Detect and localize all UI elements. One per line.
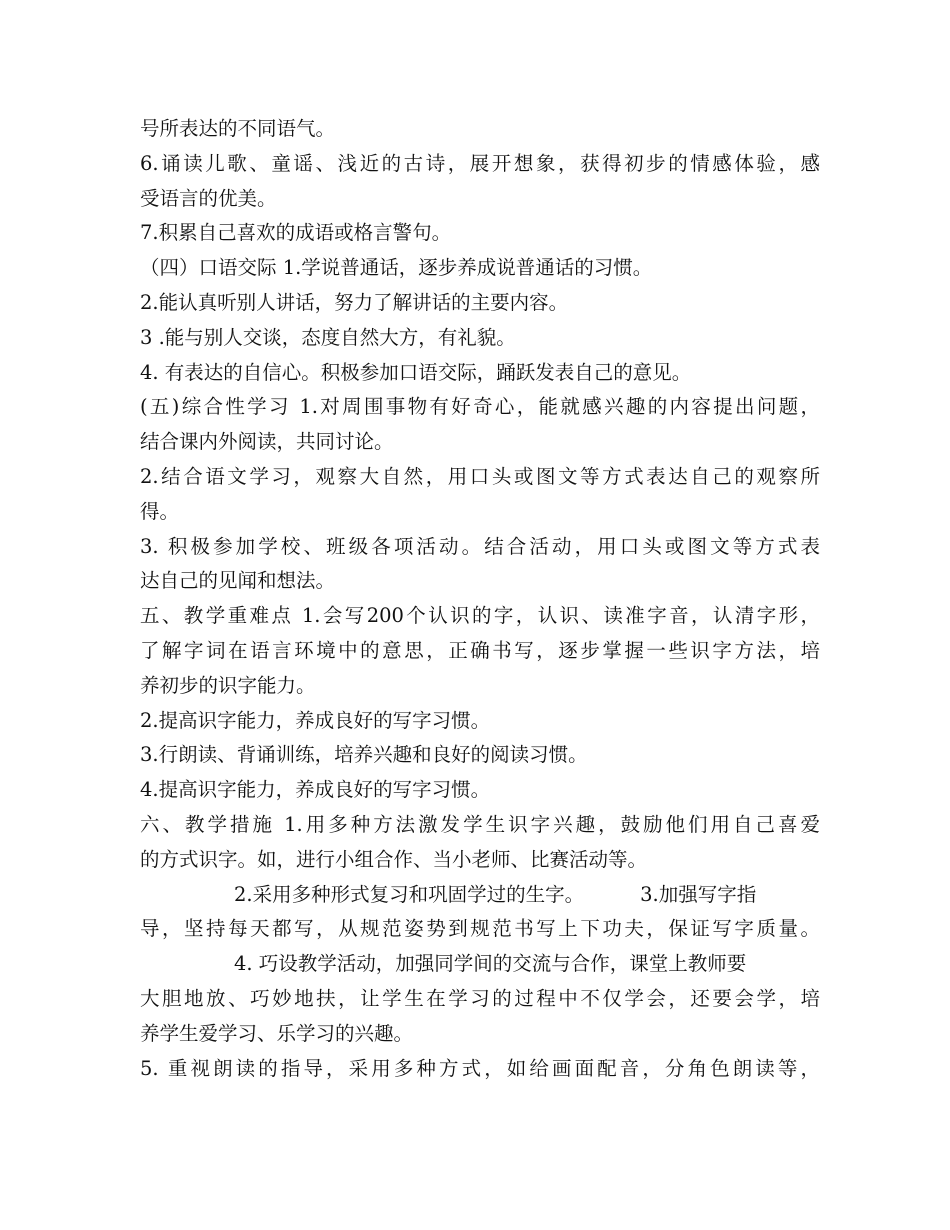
text-line: 2.提高识字能力，养成良好的写字习惯。 [140,708,491,732]
text-line: 2.结合语文学习，观察大自然，用口头或图文等方式表达自己的观察所 [140,464,820,488]
text-line: 的方式识字。如，进行小组合作、当小老师、比赛活动等。 [140,847,648,871]
text-line: 3. 积极参加学校、班级各项活动。结合活动，用口头或图文等方式表 [140,534,820,558]
text-line: 2.能认真听别人讲话，努力了解讲话的主要内容。 [140,290,569,314]
text-line: 7.积累自己喜欢的成语或格言警句。 [140,221,452,245]
text-line: 4. 有表达的自信心。积极参加口语交际，踊跃发表自己的意见。 [140,360,692,384]
text-segment: 2.采用多种形式复习和巩固学过的生字。 [234,882,585,906]
text-line: 五、教学重难点 1.会写200个认识的字，认识、读准字音，认清字形， [140,604,820,628]
text-line: 4.提高识字能力，养成良好的写字习惯。 [140,778,491,802]
text-line: 3 .能与别人交谈，态度自然大方，有礼貌。 [140,325,516,349]
text-line: 得。 [140,499,180,523]
text-line: 号所表达的不同语气。 [140,117,336,140]
text-line: 结合课内外阅读，共同讨论。 [140,430,394,454]
text-line: 了解字词在语言环境中的意思，正确书写，逐步掌握一些识字方法，培 [140,638,820,662]
text-line: (五)综合性学习 1.对周围事物有好奇心，能就感兴趣的内容提出问题， [140,395,820,419]
text-line: 3.行朗读、背诵训练，培养兴趣和良好的阅读习惯。 [140,743,588,767]
text-line: 达自己的见闻和想法。 [140,569,336,593]
text-line: 大胆地放、巧妙地扶，让学生在学习的过程中不仅学会，还要会学，培 [140,986,820,1010]
text-line: 5. 重视朗读的指导，采用多种方式，如给画面配音，分角色朗读等， [140,1056,820,1080]
text-line: （四）口语交际 1.学说普通话，逐步养成说普通话的习惯。 [140,256,653,280]
text-line: 六、教学措施 1.用多种方法激发学生识字兴趣，鼓励他们用自己喜爱 [140,812,820,836]
text-line: 导，坚持每天都写，从规范姿势到规范书写上下功夫，保证写字质量。 [140,917,820,941]
text-line [140,878,820,913]
text-line: 4. 巧设教学活动，加强同学间的交流与合作，课堂上教师要 [234,952,747,976]
text-line: 6.诵读儿歌、童谣、浅近的古诗，展开想象，获得初步的情感体验，感 [140,151,820,175]
text-line: 养初步的识字能力。 [140,673,316,697]
text-line: 养学生爱学习、乐学习的兴趣。 [140,1021,414,1045]
text-line: 受语言的优美。 [140,186,277,210]
text-segment: 3.加强写字指 [640,882,757,906]
body-text [140,112,820,1086]
